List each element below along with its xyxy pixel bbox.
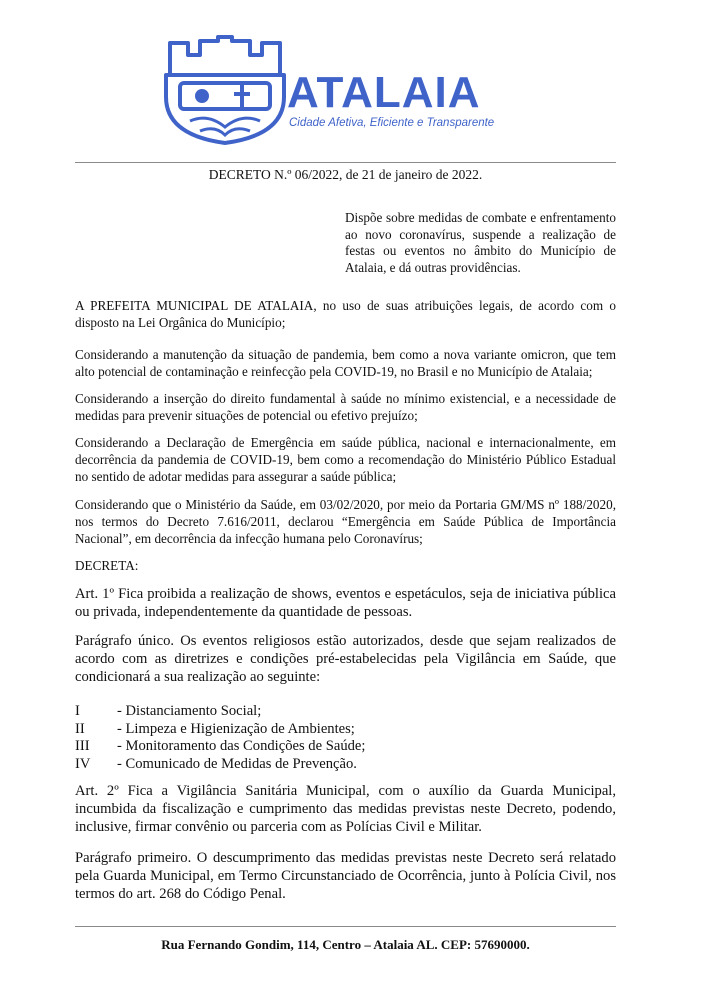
- list-item-text: - Distanciamento Social;: [117, 703, 262, 719]
- list-item-text: - Limpeza e Higienização de Ambientes;: [117, 720, 355, 737]
- article-1: Art. 1º Fica proibida a realização de shows, eventos e espetáculos, seja de iniciativa pública ou privada, independentemente da quantidade de pessoas.: [75, 586, 616, 621]
- footer-address: Rua Fernando Gondim, 114, Centro – Atalaia AL. CEP: 57690000.: [161, 937, 530, 952]
- list-item: [75, 721, 616, 739]
- decree-summary: Dispõe sobre medidas de combate e enfrentamento ao novo coronavírus, suspende a realização de festas ou eventos no âmbito do Município de Atalaia, e dá outras providências.: [345, 210, 616, 275]
- considering-paragraph-1: Considerando a manutenção da situação de pandemia, bem como a nova variante omicron, que tem alto potencial de contaminação e reinfecção pela COVID-19, no Brasil e no Município de Atalaia;: [75, 347, 616, 379]
- article-2: Art. 2º Fica a Vigilância Sanitária Municipal, com o auxílio da Guarda Municipal, incumbida da fiscalização e cumprimento das medidas previstas neste Decreto, podendo, inclusive, firmar convênio ou parceria com as Polícias Civil e Militar.: [75, 783, 616, 836]
- list-item-number: I: [75, 703, 80, 719]
- list-item-text: - Comunicado de Medidas de Prevenção.: [117, 755, 357, 772]
- logo-slogan: Cidade Afetiva, Eficiente e Transparente: [289, 117, 495, 129]
- city-crest-icon: [160, 35, 290, 145]
- intro-paragraph: A PREFEITA MUNICIPAL DE ATALAIA, no uso de suas atribuições legais, de acordo com o disposto na Lei Orgânica do Município;: [75, 298, 616, 330]
- decreta-heading: DECRETA:: [75, 558, 139, 573]
- header-logo: [160, 35, 550, 145]
- list-item-number: IV: [75, 755, 91, 772]
- sole-paragraph: Parágrafo único. Os eventos religiosos estão autorizados, desde que sejam realizados de acordo com as diretrizes e condições pré-estabelecidas pela Vigilância em Saúde, que condicionará a sua realização ao seguinte:: [75, 633, 616, 686]
- header-divider: [75, 162, 616, 163]
- decree-title: DECRETO N.º 06/2022, de 21 de janeiro de 2022.: [208, 167, 483, 182]
- list-item-number: III: [75, 738, 90, 754]
- measures-list: [75, 703, 616, 773]
- footer-divider: [75, 926, 616, 927]
- considering-paragraph-3: Considerando a Declaração de Emergência em saúde pública, nacional e internacionalmente, em decorrência da pandemia de COVID-19, bem como a recomendação do Ministério Público Estadual no sentido de adotar medidas para assegurar a saúde pública;: [75, 435, 616, 484]
- list-item-text: - Monitoramento das Condições de Saúde;: [117, 738, 366, 754]
- considering-paragraph-4: Considerando que o Ministério da Saúde, em 03/02/2020, por meio da Portaria GM/MS nº 188/2020, nos termos do Decreto 7.616/2011, declarou “Emergência em Saúde Pública de Importância Nacional”, em decorrência da infecção humana pelo Coronavírus;: [75, 497, 616, 546]
- list-item: [75, 756, 616, 774]
- considering-paragraph-2: Considerando a inserção do direito fundamental à saúde no mínimo existencial, e a necessidade de medidas para prevenir situações de potencial ou efetivo prejuízo;: [75, 391, 616, 423]
- paragraph-first: Parágrafo primeiro. O descumprimento das medidas previstas neste Decreto será relatado pela Guarda Municipal, em Termo Circunstanciado de Ocorrência, junto à Polícia Civil, nos termos do art. 268 do Código Penal.: [75, 850, 616, 903]
- list-item: [75, 738, 616, 756]
- list-item: [75, 703, 616, 721]
- logo-wordmark: ATALAIA: [287, 68, 481, 117]
- list-item-number: II: [75, 720, 85, 737]
